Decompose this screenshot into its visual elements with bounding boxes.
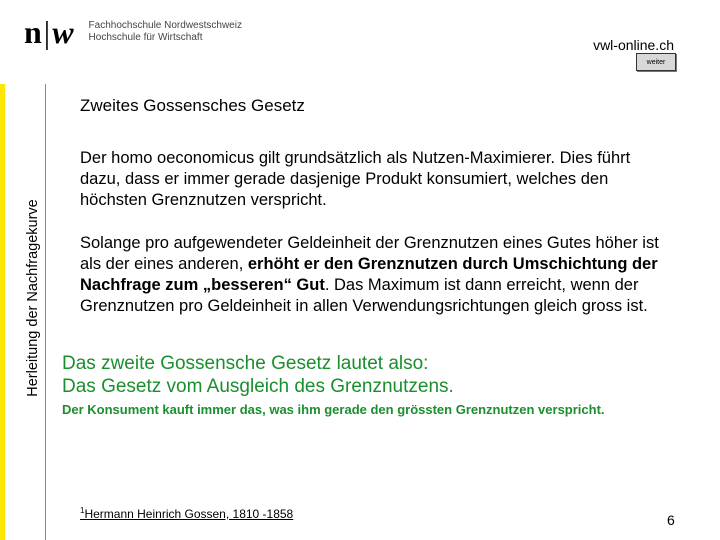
fhnw-logo bbox=[24, 16, 242, 48]
paragraph-2-bold: erhöht er den Grenznutzen durch Umschichtung der Nachfrage zum „besseren“ Gut bbox=[80, 255, 658, 294]
footnote-text: Hermann Heinrich Gossen, 1810 -1858 bbox=[84, 507, 294, 521]
logo-n: n bbox=[24, 14, 43, 50]
sidebar-divider bbox=[45, 84, 46, 540]
footnote[interactable] bbox=[80, 506, 293, 521]
logo-bar: | bbox=[43, 14, 52, 50]
institution-line-2: Hochschule für Wirtschaft bbox=[88, 32, 203, 43]
paragraph-1: Der homo oeconomicus gilt grundsätzlich als Nutzen-Maximierer. Dies führt dazu, dass er immer gerade dasjenige Produkt konsumiert, welches den höchsten Grenznutzen verspricht. bbox=[80, 149, 631, 209]
law-statement bbox=[62, 352, 454, 398]
law-summary: Der Konsument kauft immer das, was ihm gerade den grössten Grenznutzen verspricht. bbox=[62, 402, 605, 417]
footnote-marker: 1 bbox=[80, 506, 85, 515]
law-statement-line-2: Das Gesetz vom Ausgleich des Grenznutzens. bbox=[62, 376, 454, 397]
slide-heading: Zweites Gossensches Gesetz bbox=[80, 96, 305, 115]
logo-mark bbox=[24, 16, 75, 48]
site-name: vwl-online.ch bbox=[593, 37, 674, 53]
paragraph-2-text-b: . Das Maximum ist dann erreicht, wenn der Grenznutzen pro Geldeinheit in allen Verwendungsrichtungen gleich gross ist. bbox=[80, 276, 648, 315]
page-number: 6 bbox=[667, 512, 675, 528]
sidebar-yellow-stripe bbox=[0, 84, 5, 540]
law-statement-line-1: Das zweite Gossensche Gesetz lautet also: bbox=[62, 353, 429, 374]
vertical-section-title: Herleitung der Nachfragekurve bbox=[25, 199, 41, 397]
institution-name bbox=[89, 20, 242, 44]
paragraph-2-text-a: Solange pro aufgewendeter Geldeinheit der Grenznutzen eines Gutes höher ist als der eines anderen, bbox=[80, 234, 659, 273]
paragraph-2 bbox=[80, 233, 670, 317]
institution-line-1: Fachhochschule Nordwestschweiz bbox=[88, 20, 242, 31]
weiter-button[interactable]: weiter bbox=[636, 53, 676, 71]
logo-w: w bbox=[52, 14, 75, 50]
